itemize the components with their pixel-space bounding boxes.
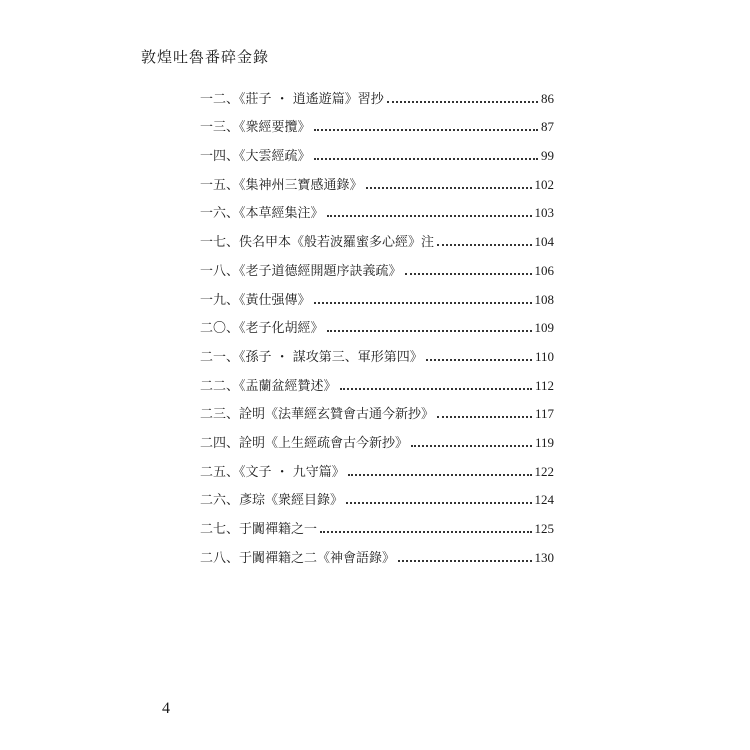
- toc-entry-page: 122: [534, 463, 554, 479]
- toc-entry[interactable]: [200, 164, 554, 193]
- toc-entry-page: 110: [534, 348, 554, 364]
- toc-entry[interactable]: [200, 193, 554, 222]
- dot-leader: [327, 215, 532, 217]
- dot-leader: [387, 101, 538, 103]
- toc-entry[interactable]: [200, 135, 554, 164]
- page-number: 4: [162, 700, 170, 717]
- toc-entry[interactable]: [200, 451, 554, 480]
- dot-leader: [348, 474, 532, 476]
- toc-entry-title: 一七、佚名甲本《般若波羅蜜多心經》注: [200, 235, 435, 251]
- toc-entry-page: 104: [534, 234, 554, 250]
- dot-leader: [405, 273, 532, 275]
- dot-leader: [437, 244, 531, 246]
- toc-entry-title: 二八、于闐禪籍之二《神會語錄》: [200, 550, 396, 566]
- toc-entry-title: 二二、《盂蘭盆經贊述》: [200, 378, 337, 394]
- dot-leader: [320, 531, 531, 533]
- toc-entry-page: 130: [534, 549, 554, 565]
- table-of-contents: [200, 78, 554, 566]
- dot-leader: [411, 445, 532, 447]
- toc-entry[interactable]: [200, 422, 554, 451]
- toc-entry-title: 一五、《集神州三寶感通錄》: [200, 177, 363, 193]
- toc-entry[interactable]: [200, 78, 554, 107]
- toc-entry-title: 一四、《大雲經疏》: [200, 149, 311, 165]
- dot-leader: [340, 388, 532, 390]
- toc-entry-title: 一六、《本草經集注》: [200, 206, 324, 222]
- toc-entry-title: 二〇、《老子化胡經》: [200, 321, 324, 337]
- toc-entry-title: 一二、《莊子 ・ 逍遙遊篇》習抄: [200, 91, 384, 107]
- toc-entry-page: 102: [534, 176, 554, 192]
- toc-entry-page: 106: [534, 262, 554, 278]
- toc-entry-page: 109: [534, 320, 554, 336]
- toc-entry[interactable]: [200, 279, 554, 308]
- toc-entry[interactable]: [200, 365, 554, 394]
- toc-entry-title: 一九、《黃仕强傳》: [200, 292, 311, 308]
- toc-entry[interactable]: [200, 508, 554, 537]
- toc-entry[interactable]: [200, 308, 554, 337]
- dot-leader: [327, 330, 532, 332]
- toc-entry-title: 二七、于闐禪籍之一: [200, 522, 318, 537]
- toc-entry[interactable]: [200, 480, 554, 509]
- toc-entry-page: 87: [541, 119, 554, 135]
- toc-entry-title: 一三、《衆經要攬》: [200, 120, 311, 136]
- toc-entry-page: 86: [541, 90, 554, 106]
- toc-entry-page: 99: [541, 148, 554, 164]
- toc-entry[interactable]: [200, 336, 554, 365]
- toc-entry-page: 108: [534, 291, 554, 307]
- dot-leader: [346, 502, 531, 504]
- toc-entry-title: 一八、《老子道德經開題序訣義疏》: [200, 263, 402, 279]
- dot-leader: [426, 359, 532, 361]
- dot-leader: [314, 158, 538, 160]
- toc-entry[interactable]: [200, 221, 554, 250]
- dot-leader: [314, 302, 532, 304]
- toc-entry-page: 119: [534, 434, 554, 450]
- toc-entry-page: 103: [534, 205, 554, 221]
- running-header: 敦煌吐魯番碎金錄: [141, 48, 270, 66]
- toc-entry[interactable]: [200, 537, 554, 566]
- dot-leader: [366, 187, 532, 189]
- dot-leader: [314, 129, 538, 131]
- toc-entry-title: 二一、《孫子 ・ 謀攻第三、軍形第四》: [200, 349, 423, 365]
- toc-entry-title: 二五、《文子 ・ 九守篇》: [200, 464, 345, 480]
- toc-entry-title: 二四、詮明《上生經疏會古今新抄》: [200, 435, 409, 451]
- toc-entry-page: 125: [534, 521, 554, 536]
- toc-entry-title: 二六、彥琮《衆經目錄》: [200, 493, 344, 509]
- toc-entry-page: 124: [534, 492, 554, 508]
- dot-leader: [398, 560, 531, 562]
- toc-entry-title: 二三、詮明《法華經玄贊會古通今新抄》: [200, 407, 435, 423]
- toc-entry-page: 112: [534, 377, 554, 393]
- toc-entry[interactable]: [200, 107, 554, 136]
- toc-entry[interactable]: [200, 250, 554, 279]
- dot-leader: [437, 416, 532, 418]
- toc-entry[interactable]: [200, 394, 554, 423]
- toc-entry-page: 117: [534, 406, 554, 422]
